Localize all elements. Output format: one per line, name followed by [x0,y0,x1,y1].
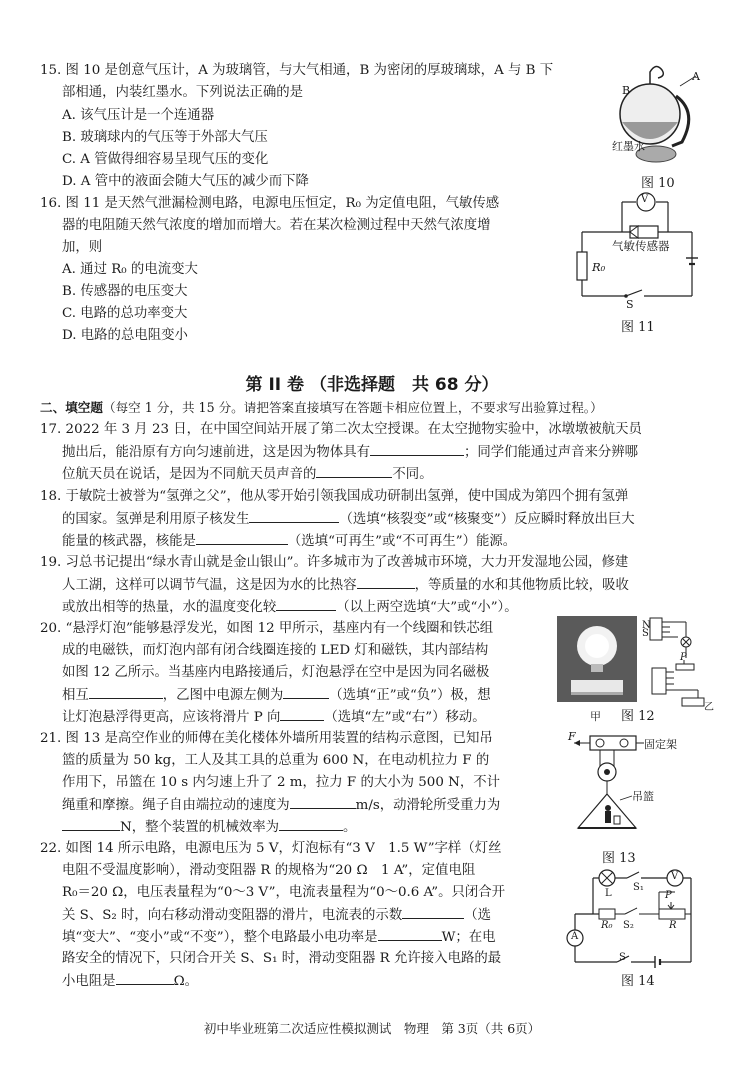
q16-line3: 加，则 [62,240,103,255]
figure-10-barometer [606,56,716,176]
part2-heading: 二、填空题 [40,400,103,415]
part2-note: （每空 1 分，共 15 分。请把答案直接填写在答题卡相应位置上，不要求写出验算过程。） [102,400,603,415]
q19-line2-text: 人工湖，这样可以调节气温，这是因为水的比热容 [62,578,357,593]
q22-line5 [62,926,496,949]
fig14-r0-label: R₀ [601,920,613,931]
q17-line2-text: 抛出后，能沿原有方向匀速前进，这是因为物体具有 [62,445,370,460]
q16-option-a: A. 通过 R₀ 的电流变大 [62,262,198,277]
q15-option-a: A. 该气压计是一个连通器 [62,108,215,123]
q17-line2 [62,441,638,464]
q16-option-c: C. 电路的总功率变大 [62,306,188,321]
q20-line3: 如图 12 乙所示。当基座内电路接通后，灯泡悬浮在空中是因为同名磁极 [62,665,490,680]
q20-blank-2 [283,684,329,699]
q20-blank-1 [89,684,163,699]
q22-blank-3 [116,970,174,985]
fig14-s-label: S [619,952,626,963]
q17-line3-tail: 不同。 [392,467,433,482]
fig11-caption: 图 11 [621,320,655,335]
fig10-label-a: A [692,70,700,83]
q21-line5-tail: 。 [343,820,357,835]
q16-option-b: B. 传感器的电压变大 [62,284,188,299]
q18-line2 [62,508,635,531]
q22-line1: 22. 如图 14 所示电路，电源电压为 5 V，灯泡标有“3 V 1.5 W”字样（灯丝 [40,841,502,856]
fig14-s2-label: S₂ [623,920,634,931]
figure-12-photo [557,616,637,702]
q18-line3-text: 能量的核武器，核能是 [62,534,196,549]
q19-line2 [62,574,629,597]
q16-option-d: D. 电路的总电阻变小 [62,328,188,343]
part2-heading-line [40,397,603,419]
fig14-s1-label: S₁ [633,882,644,893]
fig10-label-b: B [622,84,631,97]
q19-line1: 19. 习总书记提出“绿水青山就是金山银山”。许多城市为了改善城市环境，大力开发湿地公园，修建 [40,555,629,570]
q20-line4-mid: ，乙图中电源左侧为 [162,688,284,703]
fig12-label-n: N [642,620,651,631]
q19-blank-1 [357,574,415,589]
fig12-caption: 图 12 [621,709,655,724]
q18-line3-tail: （选填“可再生”或“不可再生”）能源。 [287,534,517,549]
fig11-r0-label: R₀ [592,260,606,274]
q22-line3: R₀＝20 Ω，电压表量程为“0～3 V”，电流表量程为“0～0.6 A”。只闭合开 [62,885,506,900]
fig13-basket-label: 吊篮 [632,790,654,803]
q22-line4-tail: （选 [464,908,491,923]
q22-line2: 电阻不受温度影响），滑动变阻器 R 的规格为“20 Ω 1 A”，定值电阻 [62,863,476,878]
page-footer: 初中毕业班第二次适应性模拟测试 物理 第 3页（共 6页） [203,1021,541,1036]
q15-line1: 15. 图 10 是创意气压计，A 为玻璃管，与大气相通，B 为密闭的厚玻璃球，A 与 B 下 [40,63,554,78]
fig14-voltmeter-label: V [671,871,679,882]
q16-line2: 器的电阻随天然气浓度的增加而增大。若在某次检测过程中天然气浓度增 [62,218,491,233]
q21-line2: 篮的质量为 50 kg，工人及其工具的总重为 600 N，在电动机拉力 F 的 [62,753,490,768]
fig13-force-label: F [568,730,576,743]
fig11-voltmeter-label: V [641,194,649,205]
q15-option-b: B. 玻璃球内的气压等于外部大气压 [62,130,268,145]
q22-line7 [62,970,198,993]
fig10-caption: 图 10 [641,176,675,191]
q20-line2: 成的电磁铁，而灯泡内部有闭合线圈连接的 LED 灯和磁铁，其内部结构 [62,643,489,658]
fig14-p-label: P [665,890,672,901]
q20-blank-3 [280,706,324,721]
q22-blank-1 [402,904,464,919]
fig13-caption: 图 13 [602,851,636,866]
fig14-ammeter-label: A [571,931,579,942]
q19-line2-tail: ，等质量的水和其他物质比较，吸收 [414,578,629,593]
q16-line1: 16. 图 11 是天然气泄漏检测电路，电源电压恒定，R₀ 为定值电阻，气敏传感 [40,196,500,211]
q21-line3: 作用下，吊篮在 10 s 内匀速上升了 2 m，拉力 F 的大小为 500 N，不计 [62,775,500,790]
fig12-label-yi: 乙 [704,702,714,713]
fig11-switch-label: S [626,298,634,311]
q20-line5 [62,706,486,729]
q17-line2-tail: ；同学们能通过声音来分辨哪 [463,445,639,460]
q17-line3 [62,463,433,486]
q21-line1: 21. 图 13 是高空作业的师傅在美化楼体外墙所用装置的结构示意图，已知吊 [40,731,493,746]
q20-line5-text: 让灯泡悬浮得更高，应该将滑片 P 向 [62,710,281,725]
figure-14-circuit [563,866,703,970]
floating-bulb-photo [557,616,637,702]
q22-line5-text: 填“变大”、“变小”或“不变”），整个电路最小电功率是 [62,930,378,945]
fig12-label-s: S [642,628,649,639]
figure-13-pulley [564,730,676,846]
q18-line3 [62,530,516,553]
fig14-caption: 图 14 [621,974,655,989]
section-title: 第 II 卷 （非选择题 共 68 分） [245,375,499,395]
q21-line5-text: N，整个装置的机械效率为 [120,820,280,835]
q22-line6: 路安全的情况下，只闭合开关 S、S₁ 时，滑动变阻器 R 允许接入电路的最 [62,951,502,966]
q15-option-c: C. A 管做得细容易呈现气压的变化 [62,152,269,167]
q17-line3-text: 位航天员在说话，是因为不同航天员声音的 [62,467,317,482]
q19-line3-text: 或放出相等的热量，水的温度变化较 [62,600,277,615]
q15-line2: 部相通，内装红墨水。下列说法正确的是 [62,85,304,100]
q22-line4-text: 关 S、S₂ 时，向右移动滑动变阻器的滑片，电流表的示数 [62,908,403,923]
q22-line7-text: 小电阻是 [62,974,116,989]
q21-blank-3 [279,816,343,831]
q18-blank-1 [249,508,339,523]
q21-line5 [62,816,356,839]
fig12-label-jia: 甲 [590,710,601,723]
figure-12-circuit [642,614,716,714]
q17-line1: 17. 2022 年 3 月 23 日，在中国空间站开展了第二次太空授课。在太空抛物实验中，冰墩墩被航天员 [40,422,642,437]
q19-line3 [62,596,518,619]
q21-blank-2 [62,816,120,831]
q22-blank-2 [378,926,442,941]
q18-line2-tail: （选填“核裂变”或“核聚变”）反应瞬时释放出巨大 [339,512,635,527]
fig12-label-p: P [680,652,687,663]
q22-line4 [62,904,491,927]
q20-line1: 20. “悬浮灯泡”能够悬浮发光，如图 12 甲所示，基座内有一个线圈和铁芯组 [40,621,494,636]
q21-line4 [62,794,500,817]
q20-line5-tail: （选填“左”或“右”）移动。 [324,710,486,725]
q20-line4 [62,684,491,707]
q19-line3-tail: （以上两空选填“大”或“小”）。 [336,600,518,615]
q21-blank-1 [290,794,356,809]
q17-blank-2 [316,463,392,478]
q18-line2-text: 的国家。氢弹是利用原子核发生 [62,512,250,527]
q21-line4-tail: m/s，动滑轮所受重力为 [355,798,501,813]
q18-line1: 18. 于敏院士被誉为“氢弹之父”，他从零开始引领我国成功研制出氢弹，使中国成为第四个拥有氢弹 [40,489,629,504]
figure-11-circuit [572,192,702,312]
q15-option-d: D. A 管中的液面会随大气压的减少而下降 [62,174,309,189]
fig11-sensor-label: 气敏传感器 [612,239,670,253]
q21-line4-text: 绳重和摩擦。绳子自由端拉动的速度为 [62,798,290,813]
fig14-r-label: R [669,920,677,931]
fig10-label-ink: 红墨水 [612,140,645,153]
fig13-frame-label: 固定架 [644,738,677,751]
q18-blank-2 [196,530,288,545]
q20-line4-text: 相互 [62,688,89,703]
q17-blank-1 [370,441,464,456]
fig14-lamp-label: L [605,888,612,899]
q22-line7-tail: Ω。 [173,974,199,989]
q22-line5-tail: W；在电 [441,930,496,945]
q20-line4-tail: （选填“正”或“负”）极，想 [329,688,491,703]
q19-blank-2 [276,596,336,611]
